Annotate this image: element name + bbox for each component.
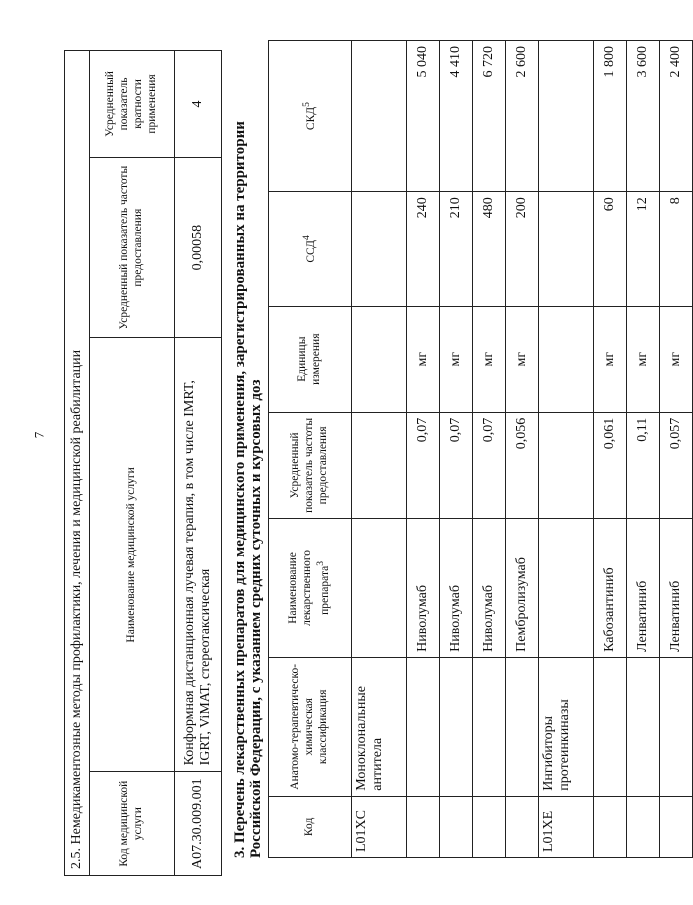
table-row xyxy=(473,41,506,858)
row-code xyxy=(627,796,660,857)
row-code xyxy=(594,796,627,857)
col-drug-name: Наименование лекарственного препарата$^3$ xyxy=(269,518,352,657)
col-code: Код xyxy=(269,796,352,857)
row-code xyxy=(473,796,506,857)
row-drug: Ниволумаб xyxy=(473,518,506,657)
row-skd: 2 600 xyxy=(506,41,539,192)
section-3-title-line2: Российской Федерации, с указанием средних суточных и курсовых доз xyxy=(248,379,265,858)
page-number: 7 xyxy=(31,431,47,439)
drugs-table xyxy=(268,40,693,858)
row-code xyxy=(506,796,539,857)
row-atc: Моноклональные антитела xyxy=(352,657,407,796)
row-drug xyxy=(539,518,594,657)
row-drug xyxy=(352,518,407,657)
col-ssd: ССД$^4$ xyxy=(269,192,352,306)
table-row xyxy=(407,41,440,858)
row-code: L01XC xyxy=(352,796,407,857)
row-atc xyxy=(473,657,506,796)
row-atc xyxy=(660,657,693,796)
table-row xyxy=(506,41,539,858)
row-ssd: 200 xyxy=(506,192,539,306)
row-code: L01XE xyxy=(539,796,594,857)
row-skd: 6 720 xyxy=(473,41,506,192)
row-drug: Ниволумаб xyxy=(407,518,440,657)
row-frequency: 0,056 xyxy=(506,412,539,518)
row-skd xyxy=(539,41,594,192)
service-code: A07.30.009.001 xyxy=(175,772,222,876)
table-row xyxy=(660,41,693,858)
col-frequency: Усредненный показатель частоты предоставления xyxy=(269,412,352,518)
section-2-5-heading: 2.5. Немедикаментозные методы профилактики, лечения и медицинской реабилитации xyxy=(65,51,90,876)
services-table xyxy=(64,50,222,876)
drugs-table-header xyxy=(269,41,352,858)
row-unit: мг xyxy=(506,306,539,412)
row-code xyxy=(660,796,693,857)
row-frequency: 0,11 xyxy=(627,412,660,518)
row-frequency xyxy=(539,412,594,518)
row-frequency: 0,07 xyxy=(440,412,473,518)
row-atc: Ингибиторы протеинкиназы xyxy=(539,657,594,796)
section-3 xyxy=(268,40,693,858)
row-drug: Ленватиниб xyxy=(660,518,693,657)
row-atc xyxy=(506,657,539,796)
section-3-title xyxy=(232,38,264,858)
row-code xyxy=(407,796,440,857)
row-frequency: 0,061 xyxy=(594,412,627,518)
row-unit: мг xyxy=(407,306,440,412)
row-drug: Ниволумаб xyxy=(440,518,473,657)
section-3-title-line1: 3. Перечень лекарственных препаратов для медицинского применения, зарегистрированных на территории xyxy=(232,121,248,858)
row-atc xyxy=(407,657,440,796)
table-row xyxy=(594,41,627,858)
row-ssd: 480 xyxy=(473,192,506,306)
row-drug: Кабозантиниб xyxy=(594,518,627,657)
col-service-code: Код медицинской услуги xyxy=(90,772,175,876)
row-skd: 1 800 xyxy=(594,41,627,192)
row-ssd xyxy=(352,192,407,306)
table-row xyxy=(627,41,660,858)
row-skd: 2 400 xyxy=(660,41,693,192)
table-row xyxy=(352,41,407,858)
service-frequency: 0,00058 xyxy=(175,157,222,338)
row-unit: мг xyxy=(473,306,506,412)
col-skd: СКД$^5$ xyxy=(269,41,352,192)
row-unit: мг xyxy=(627,306,660,412)
row-drug: Пембролизумаб xyxy=(506,518,539,657)
row-ssd: 60 xyxy=(594,192,627,306)
row-unit: мг xyxy=(660,306,693,412)
table-row xyxy=(539,41,594,858)
col-multiplicity: Усредненный показатель кратности применения xyxy=(90,51,175,158)
rotated-page-content xyxy=(64,36,683,886)
row-atc xyxy=(627,657,660,796)
service-name: Конформная дистанционная лучевая терапия, в том числе IMRT, IGRT, ViMAT, стереотаксическая xyxy=(175,338,222,772)
row-ssd: 12 xyxy=(627,192,660,306)
row-unit: мг xyxy=(594,306,627,412)
row-ssd: 8 xyxy=(660,192,693,306)
row-frequency xyxy=(352,412,407,518)
service-multiplicity: 4 xyxy=(175,51,222,158)
row-atc xyxy=(594,657,627,796)
row-ssd: 240 xyxy=(407,192,440,306)
row-ssd xyxy=(539,192,594,306)
row-code xyxy=(440,796,473,857)
col-atc: Анатомо-терапевтическо-химическая классификация xyxy=(269,657,352,796)
row-skd: 5 040 xyxy=(407,41,440,192)
row-skd: 4 410 xyxy=(440,41,473,192)
col-frequency: Усредненный показатель частоты предоставления xyxy=(90,157,175,338)
row-skd: 3 600 xyxy=(627,41,660,192)
col-unit: Единицы измерения xyxy=(269,306,352,412)
row-drug: Ленватиниб xyxy=(627,518,660,657)
table-row xyxy=(440,41,473,858)
row-unit: мг xyxy=(440,306,473,412)
row-frequency: 0,057 xyxy=(660,412,693,518)
row-skd xyxy=(352,41,407,192)
row-frequency: 0,07 xyxy=(407,412,440,518)
table-row xyxy=(175,51,222,876)
row-unit xyxy=(539,306,594,412)
row-ssd: 210 xyxy=(440,192,473,306)
row-atc xyxy=(440,657,473,796)
row-unit xyxy=(352,306,407,412)
row-frequency: 0,07 xyxy=(473,412,506,518)
section-2-5 xyxy=(64,50,222,876)
col-service-name: Наименование медицинской услуги xyxy=(90,338,175,772)
